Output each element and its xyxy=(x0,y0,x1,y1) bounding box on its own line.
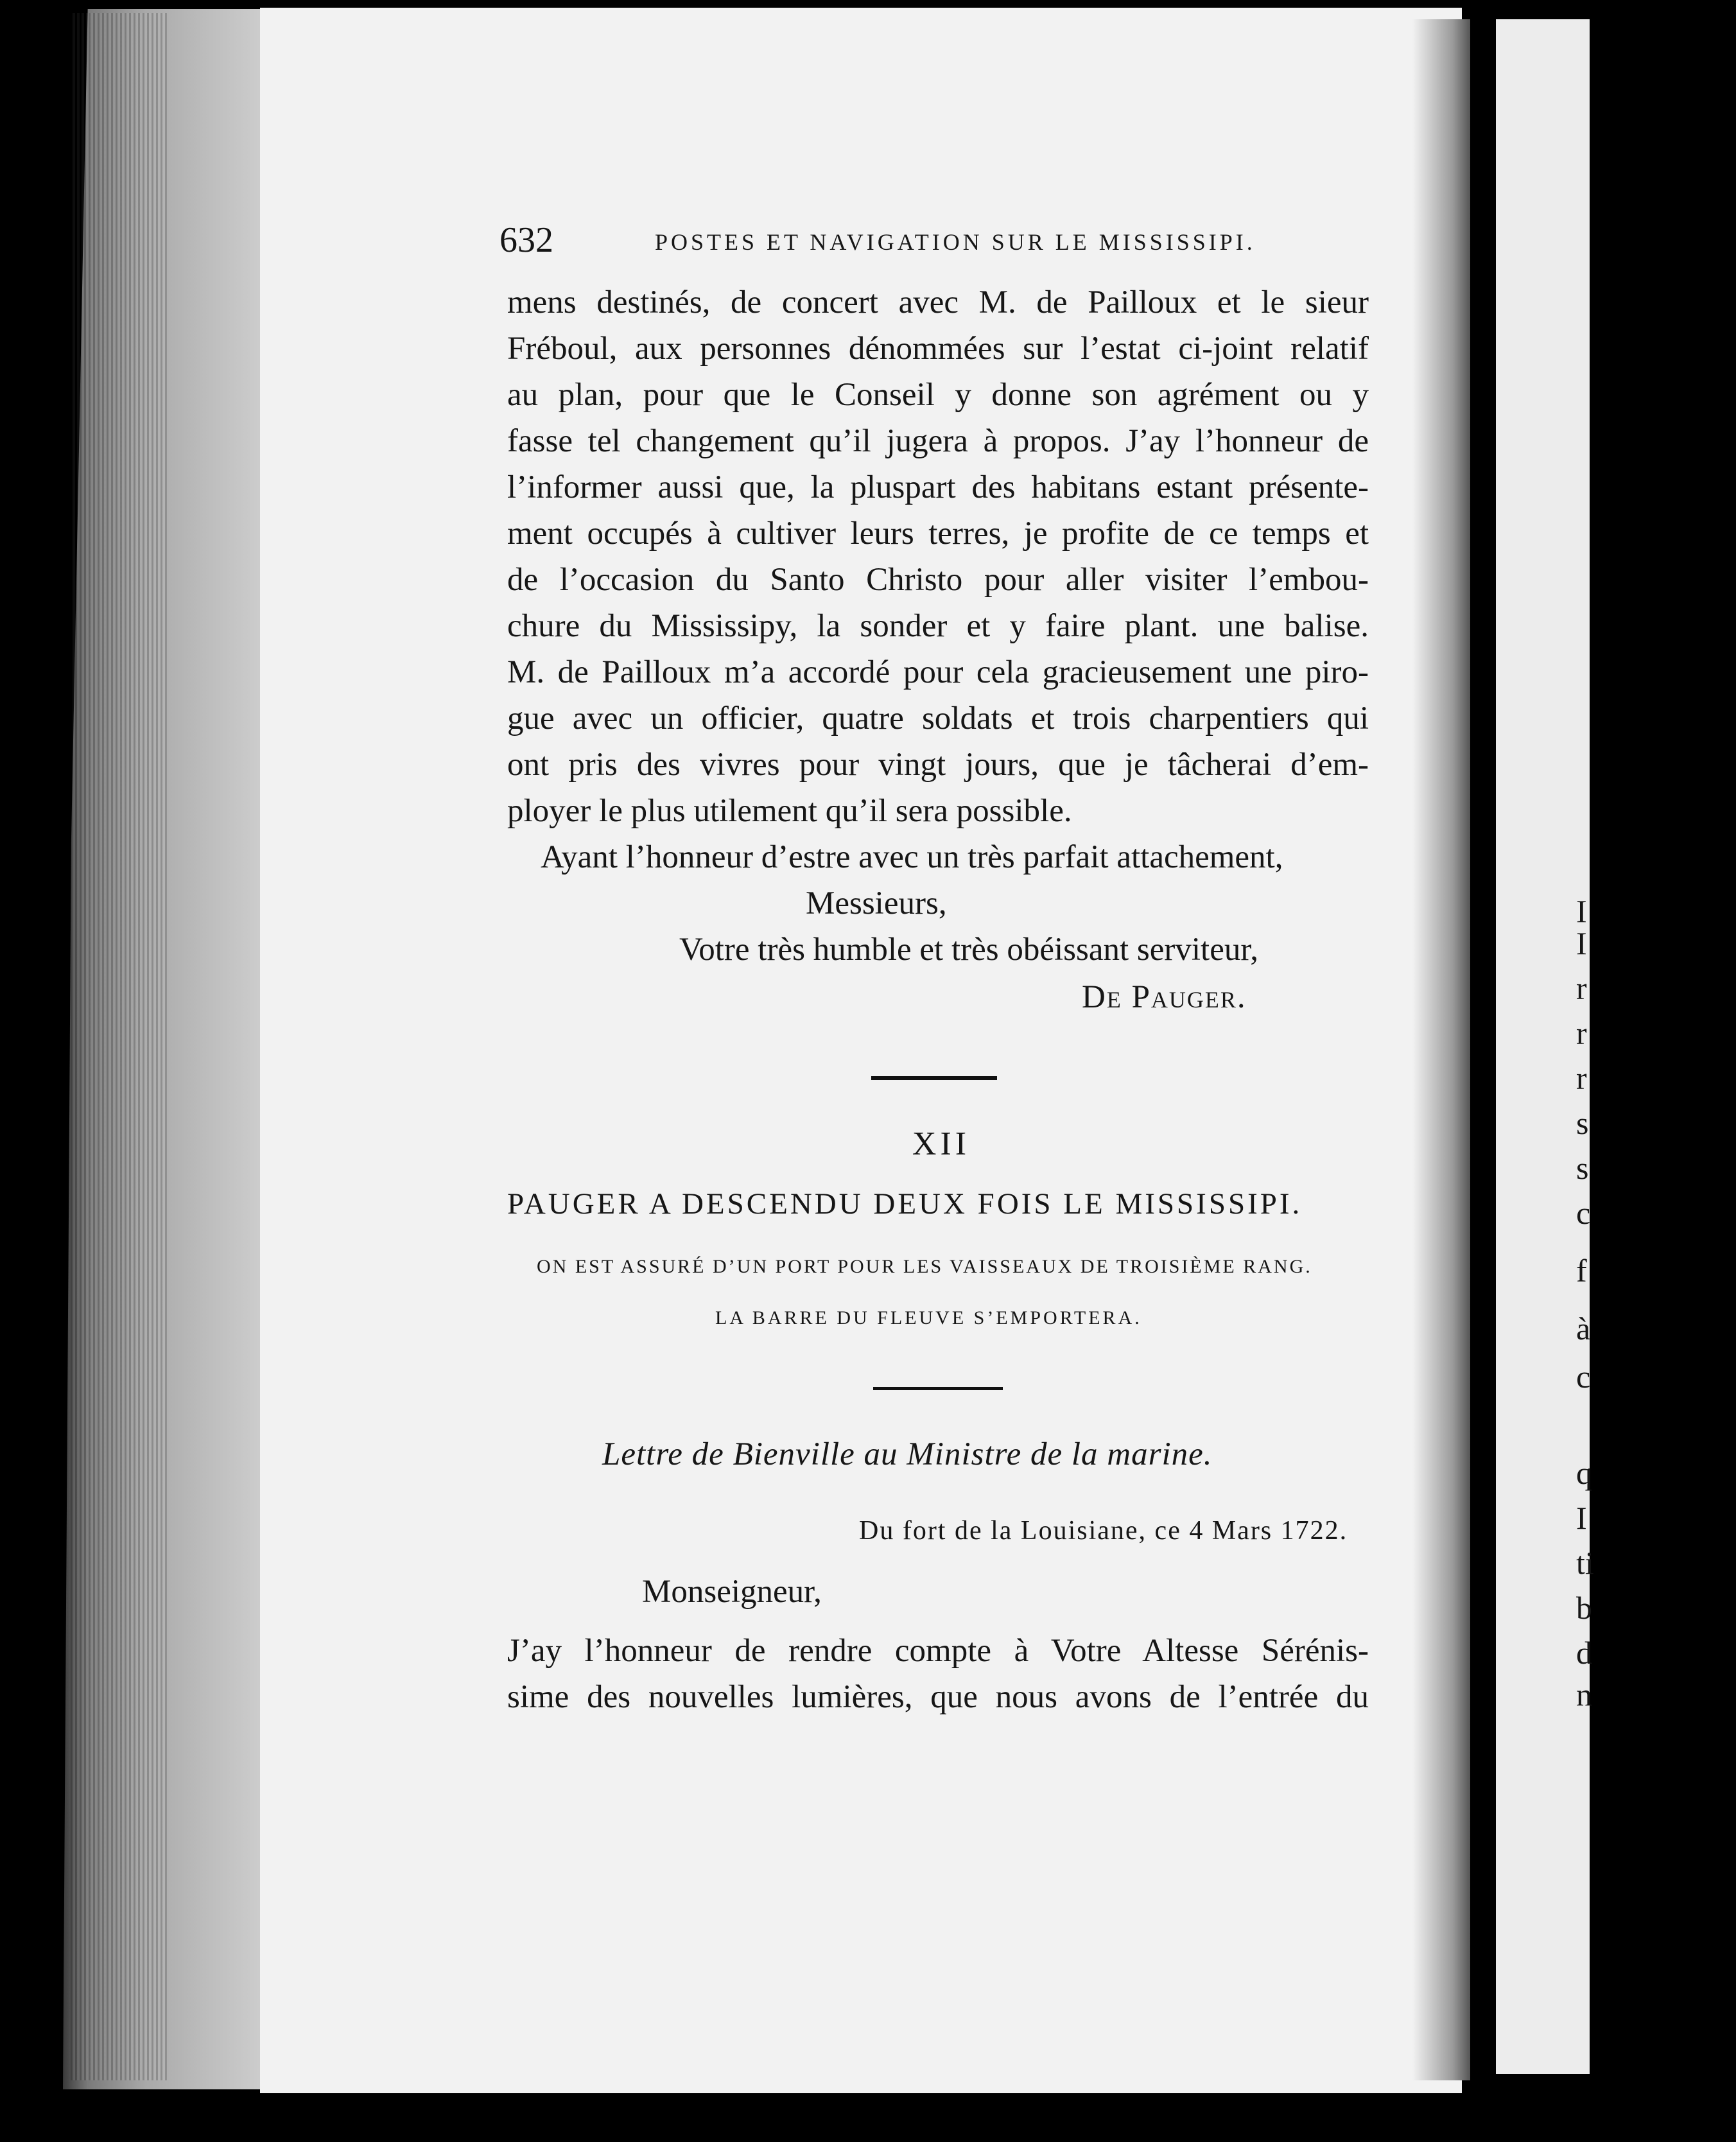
body-line: Fréboul, aux personnes dénommées sur l’estat ci-joint relatif xyxy=(507,331,1369,367)
section-subtitle: LA BARRE DU FLEUVE S’EMPORTERA. xyxy=(715,1307,1142,1328)
letter-heading: Lettre de Bienville au Ministre de la marine. xyxy=(602,1436,1213,1472)
facing-page-glyph: ti xyxy=(1576,1545,1594,1581)
letter-line: J’ay l’honneur de rendre compte à Votre Altesse Sérénis- xyxy=(507,1633,1369,1669)
facing-page-glyph: f xyxy=(1576,1253,1587,1289)
closing-line: Ayant l’honneur d’estre avec un très parfait attachement, xyxy=(541,839,1283,875)
letter-line: sime des nouvelles lumières, que nous avons de l’entrée du xyxy=(507,1679,1369,1715)
section-divider xyxy=(873,1387,1003,1390)
facing-page-glyph: I xyxy=(1576,925,1587,961)
facing-page-glyph: b xyxy=(1576,1590,1592,1626)
body-line: au plan, pour que le Conseil y donne son agrément ou y xyxy=(507,377,1369,413)
facing-page-glyph: c xyxy=(1576,1195,1591,1231)
facing-page-glyph: r xyxy=(1576,1015,1587,1051)
facing-page-glyph: d xyxy=(1576,1635,1592,1671)
section-divider xyxy=(871,1076,997,1080)
facing-page-glyph: I xyxy=(1576,1500,1587,1536)
section-number: XII xyxy=(912,1126,971,1162)
facing-page-glyph: n xyxy=(1576,1676,1592,1712)
facing-page-glyph: q xyxy=(1576,1455,1592,1491)
body-line: ployer le plus utilement qu’il sera possible. xyxy=(507,793,1072,829)
body-line: ont pris des vivres pour vingt jours, que je tâcherai d’em- xyxy=(507,747,1369,783)
body-line: mens destinés, de concert avec M. de Pailloux et le sieur xyxy=(507,284,1369,320)
body-line: chure du Mississipy, la sonder et y faire plant. une balise. xyxy=(507,608,1369,644)
section-subtitle: ON EST ASSURÉ D’UN PORT POUR LES VAISSEAUX DE TROISIÈME RANG. xyxy=(537,1256,1312,1277)
facing-page-glyph: s xyxy=(1576,1105,1589,1141)
closing-line: Votre très humble et très obéissant serviteur, xyxy=(679,932,1259,968)
signature: De Pauger. xyxy=(1082,979,1247,1015)
body-line: de l’occasion du Santo Christo pour aller visiter l’embou- xyxy=(507,562,1369,598)
facing-page-glyph: r xyxy=(1576,970,1587,1006)
page-stack-lines xyxy=(71,13,167,2080)
letter-dateline: Du fort de la Louisiane, ce 4 Mars 1722. xyxy=(859,1516,1348,1546)
facing-page-glyph: c xyxy=(1576,1359,1591,1395)
body-line: fasse tel changement qu’il jugera à propos. J’ay l’honneur de xyxy=(507,423,1369,459)
body-line: M. de Pailloux m’a accordé pour cela gracieusement une piro- xyxy=(507,654,1369,690)
body-line: ment occupés à cultiver leurs terres, je profite de ce temps et xyxy=(507,516,1369,552)
closing-salutation: Messieurs, xyxy=(806,885,947,921)
running-title: POSTES ET NAVIGATION SUR LE MISSISSIPI. xyxy=(655,229,1256,255)
facing-page-glyph: I xyxy=(1576,893,1587,929)
facing-page-glyph: r xyxy=(1576,1060,1587,1096)
section-title: PAUGER A DESCENDU DEUX FOIS LE MISSISSIPI. xyxy=(507,1187,1303,1221)
page-number: 632 xyxy=(499,220,553,260)
body-line: gue avec un officier, quatre soldats et trois charpentiers qui xyxy=(507,701,1369,736)
facing-page-glyph: à xyxy=(1576,1310,1591,1346)
letter-salutation: Monseigneur, xyxy=(642,1574,822,1610)
gutter-shadow xyxy=(1412,19,1470,2080)
facing-page-glyph: s xyxy=(1576,1150,1589,1186)
body-line: l’informer aussi que, la pluspart des habitans estant présente- xyxy=(507,469,1369,505)
